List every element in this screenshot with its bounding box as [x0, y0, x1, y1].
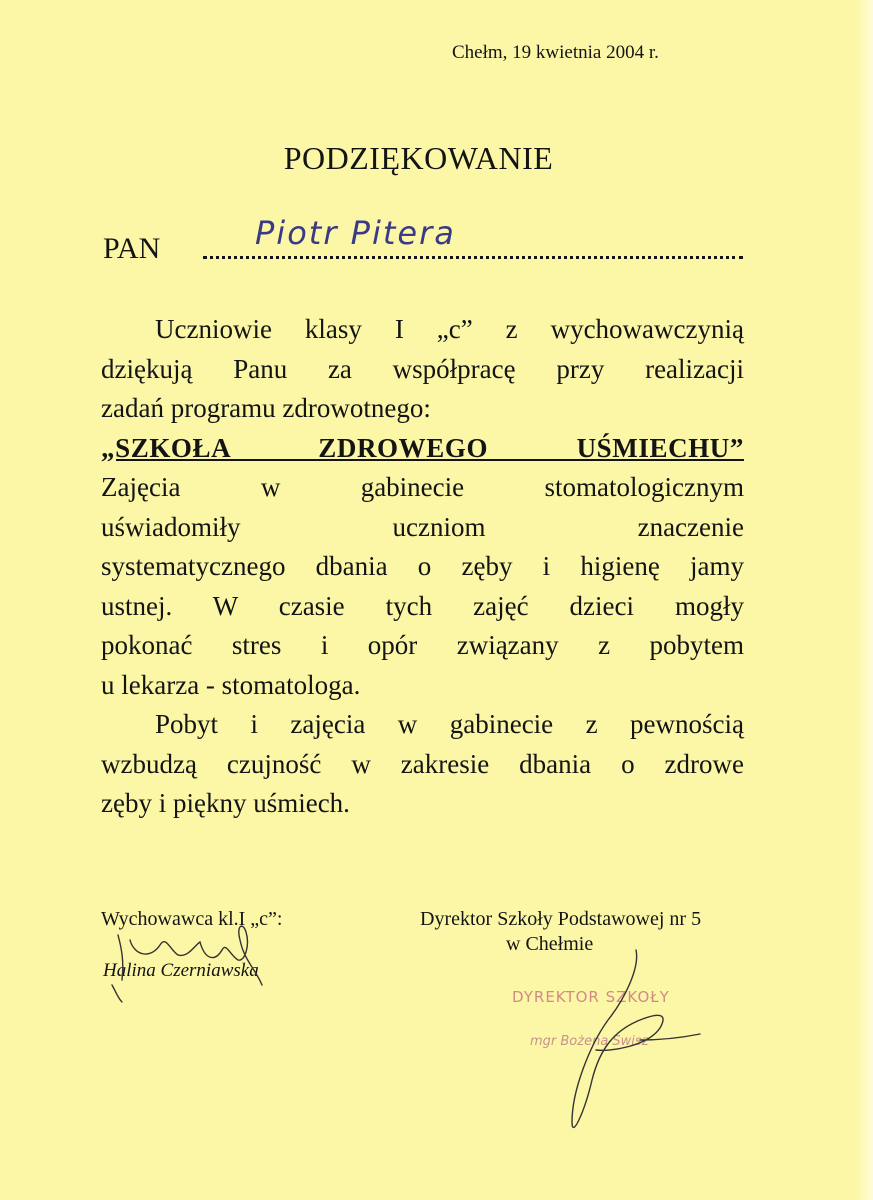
body-line: uświadomiły uczniom znaczenie	[101, 511, 744, 542]
body-line: wzbudzą czujność w zakresie dbania o zdrowe	[101, 748, 744, 779]
left-signatory-role: Wychowawca kl.I „c”:	[101, 908, 283, 930]
stamp-name: mgr Bożena Świsz	[530, 1034, 649, 1049]
body-line: Uczniowie klasy I „c” z wychowawczynią	[155, 314, 744, 344]
body-line: ustnej. W czasie tych zajęć dzieci mogły	[101, 590, 744, 621]
left-signature-tail-icon	[112, 985, 122, 1002]
body-line: Zajęcia w gabinecie stomatologicznym	[101, 472, 744, 502]
document-title-text: PODZIĘKOWANIE	[283, 140, 554, 176]
program-name: „SZKOŁA ZDROWEGO UŚMIECHU”	[101, 432, 744, 463]
left-signatory-name: Halina Czerniawska	[103, 960, 259, 981]
body-line: zadań programu zdrowotnego:	[101, 393, 431, 423]
recipient-prefix: PAN	[103, 232, 161, 265]
right-role-line1: Dyrektor Szkoły Podstawowej nr 5	[420, 908, 702, 930]
right-signature-icon	[572, 950, 700, 1127]
recipient-name-handwritten: Piotr Pitera	[255, 214, 456, 252]
place-date: Chełm, 19 kwietnia 2004 r.	[452, 42, 659, 63]
body-line: systematycznego dbania o zęby i higienę jamy	[101, 551, 744, 581]
body-line: pokonać stres i opór związany z pobytem	[101, 630, 744, 660]
body-line: dziękują Panu za współpracę przy realizacji	[101, 353, 744, 384]
right-role-line2: w Chełmie	[506, 933, 594, 955]
body-line: Pobyt i zajęcia w gabinecie z pewnością	[155, 709, 744, 739]
body-line: zęby i piękny uśmiech.	[101, 788, 350, 818]
stamp-title: DYREKTOR SZKOŁY	[512, 988, 670, 1006]
body-line: u lekarza - stomatologa.	[101, 669, 361, 700]
left-signature-icon	[118, 926, 262, 985]
